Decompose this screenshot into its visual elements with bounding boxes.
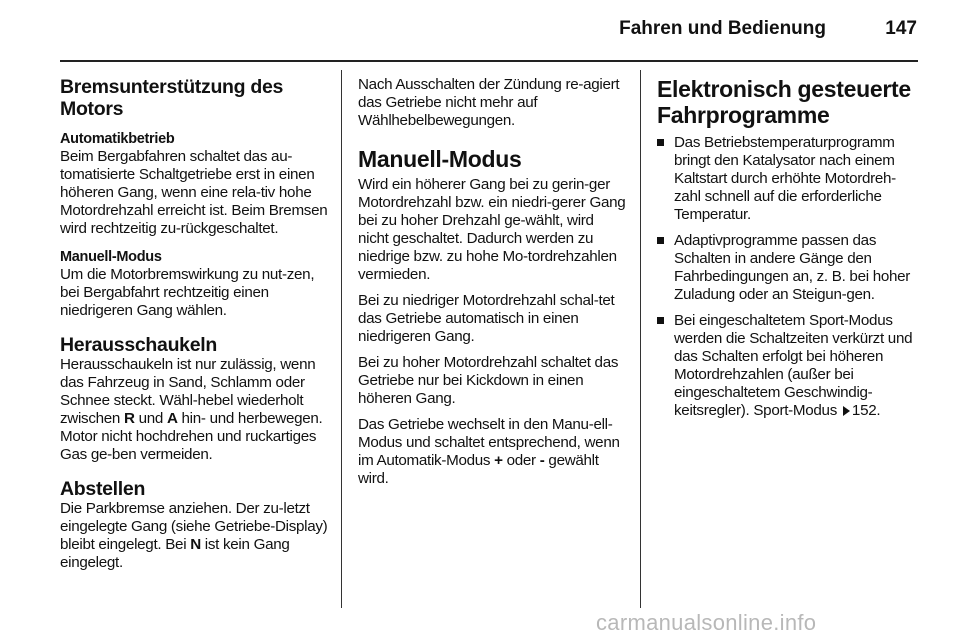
paragraph: Bei zu hoher Motordrehzahl schaltet das Getriebe nur bei Kickdown in einen höheren Gang. <box>358 354 619 407</box>
heading-parking: Abstellen <box>60 478 146 500</box>
heading-manual-mode: Manuell-Modus <box>358 146 522 172</box>
list-item: Bei eingeschaltetem Sport-Modus werden die Schaltzeiten verkürzt und das Schalten erfolgt bei höheren Motordrehzahlen (außer bei eingeschaltetem Geschwindig-keitsregler). Sport-Modus 152. <box>657 312 919 420</box>
paragraph: Um die Motorbremswirkung zu nut-zen, bei Bergabfahrt rechtzeitig einen niedrigeren Gang wählen. <box>60 266 315 319</box>
paragraph: Herausschaukeln ist nur zulässig, wenn das Fahrzeug in Sand, Schlamm oder Schnee steckt. Wähl-hebel wiederholt zwischen R und A hin- und herbewegen. Motor nicht hochdrehen und ruckartiges Gas ge-ben vermeiden. <box>60 356 323 463</box>
paragraph: Beim Bergabfahren schaltet das au-tomatisierte Schaltgetriebe erst in einen höheren Gang, wenn eine rela-tiv hohe Motordrehzahl erreicht ist. Beim Bremsen wird rechtzeitig zu-rückgeschaltet. <box>60 148 328 237</box>
page-number: 147 <box>885 18 917 39</box>
page-reference-arrow-icon <box>843 406 850 416</box>
bullet-square-icon <box>657 317 664 324</box>
page-reference-link[interactable]: 152. <box>851 402 881 419</box>
paragraph: Bei zu niedriger Motordrehzahl schal-tet das Getriebe automatisch in einen niedrigeren Gang. <box>358 292 615 345</box>
bullet-list <box>657 134 919 420</box>
column-middle <box>358 76 628 488</box>
paragraph: Das Getriebe wechselt in den Manu-ell-Modus und schaltet entsprechend, wenn im Automatik-Modus + oder - gewählt wird. <box>358 416 620 487</box>
paragraph: Die Parkbremse anziehen. Der zu-letzt eingelegte Gang (siehe Getriebe-Display) bleibt eingelegt. Bei N ist kein Gang eingelegt. <box>60 500 328 571</box>
bullet-square-icon <box>657 237 664 244</box>
section-title: Fahren und Bedienung <box>619 18 826 39</box>
page-header <box>60 18 920 58</box>
column-left <box>60 76 330 572</box>
heading-drive-programs: Elektronisch gesteuerte Fahrprogramme <box>657 76 911 128</box>
list-item: Adaptivprogramme passen das Schalten in andere Gänge den Fahrbedingungen an, z. B. bei hoher Zuladung oder an Steigun-gen. <box>657 232 919 304</box>
subheading-automatic: Automatikbetrieb <box>60 131 175 147</box>
header-rule <box>60 60 918 62</box>
watermark: carmanualsonline.info <box>596 610 817 635</box>
heading-rocking: Herausschaukeln <box>60 334 217 356</box>
column-divider <box>640 70 641 608</box>
bullet-square-icon <box>657 139 664 146</box>
column-right <box>657 76 919 428</box>
list-item: Das Betriebstemperaturprogramm bringt den Katalysator nach einem Kaltstart durch erhöhte Motordreh-zahl schnell auf die erforderliche Temperatur. <box>657 134 919 224</box>
heading-engine-brake: Bremsunterstützung des Motors <box>60 76 284 120</box>
column-divider <box>341 70 342 608</box>
paragraph: Wird ein höherer Gang bei zu gerin-ger Motordrehzahl bzw. ein niedri-gerer Gang bei zu hoher Drehzahl ge-wählt, wird nicht geschaltet. Dadurch werden zu niedrige bzw. zu hohe Mo-tordrehzahlen vermieden. <box>358 176 626 283</box>
paragraph: Nach Ausschalten der Zündung re-agiert das Getriebe nicht mehr auf Wählhebelbewegungen. <box>358 76 620 129</box>
subheading-manual: Manuell-Modus <box>60 249 162 265</box>
